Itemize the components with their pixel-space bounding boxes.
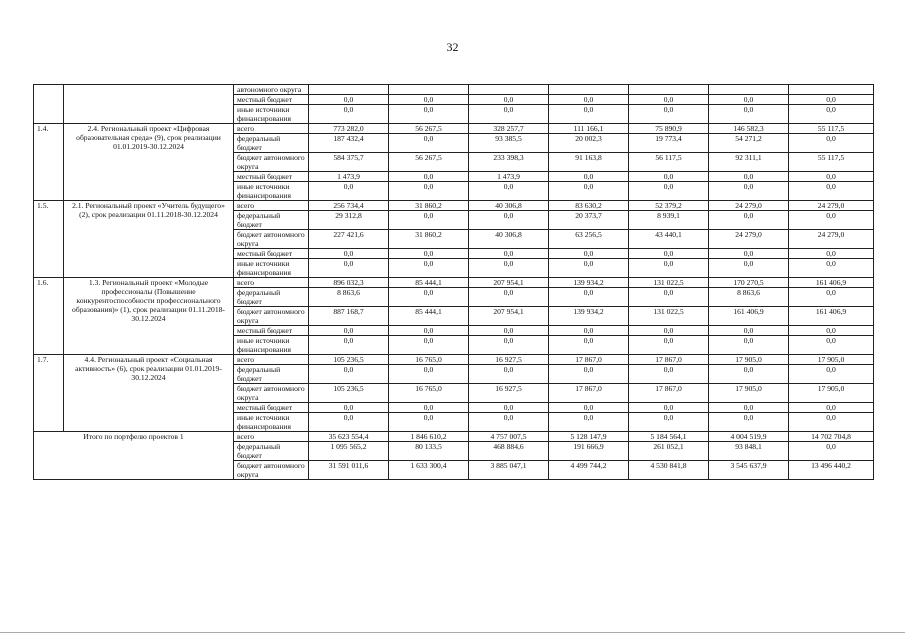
amount-cell: 0,0 bbox=[709, 95, 789, 105]
amount-cell: 111 166,1 bbox=[549, 124, 629, 134]
amount-cell: 0,0 bbox=[709, 105, 789, 124]
amount-cell: 0,0 bbox=[309, 249, 389, 259]
amount-cell: 17 905,0 bbox=[789, 384, 874, 403]
amount-cell: 0,0 bbox=[789, 336, 874, 355]
amount-cell: 0,0 bbox=[389, 134, 469, 153]
amount-cell: 83 630,2 bbox=[549, 201, 629, 211]
table-row bbox=[34, 355, 874, 365]
amount-cell: 0,0 bbox=[629, 182, 709, 201]
amount-cell: 227 421,6 bbox=[309, 230, 389, 249]
amount-cell: 0,0 bbox=[709, 172, 789, 182]
amount-cell: 63 256,5 bbox=[549, 230, 629, 249]
amount-cell: 0,0 bbox=[629, 249, 709, 259]
amount-cell: 91 163,8 bbox=[549, 153, 629, 172]
amount-cell: 0,0 bbox=[309, 365, 389, 384]
amount-cell: 0,0 bbox=[549, 105, 629, 124]
amount-cell: 0,0 bbox=[469, 182, 549, 201]
funding-source: местный бюджет bbox=[234, 403, 309, 413]
funding-source: федеральный бюджет bbox=[234, 288, 309, 307]
amount-cell bbox=[309, 85, 389, 95]
amount-cell: 0,0 bbox=[789, 211, 874, 230]
amount-cell: 0,0 bbox=[549, 326, 629, 336]
amount-cell: 4 499 744,2 bbox=[549, 461, 629, 480]
amount-cell: 0,0 bbox=[549, 95, 629, 105]
amount-cell: 5 184 564,1 bbox=[629, 432, 709, 442]
amount-cell: 0,0 bbox=[389, 211, 469, 230]
funding-source: всего bbox=[234, 355, 309, 365]
amount-cell: 0,0 bbox=[789, 326, 874, 336]
amount-cell: 131 022,5 bbox=[629, 278, 709, 288]
amount-cell: 0,0 bbox=[469, 211, 549, 230]
amount-cell: 14 702 704,8 bbox=[789, 432, 874, 442]
amount-cell: 56 267,5 bbox=[389, 124, 469, 134]
amount-cell bbox=[629, 85, 709, 95]
amount-cell: 773 282,0 bbox=[309, 124, 389, 134]
amount-cell: 0,0 bbox=[549, 182, 629, 201]
amount-cell: 80 133,5 bbox=[389, 442, 469, 461]
amount-cell: 8 939,1 bbox=[629, 211, 709, 230]
amount-cell: 75 890,9 bbox=[629, 124, 709, 134]
amount-cell: 0,0 bbox=[389, 288, 469, 307]
amount-cell: 0,0 bbox=[549, 413, 629, 432]
amount-cell: 0,0 bbox=[549, 336, 629, 355]
amount-cell: 20 373,7 bbox=[549, 211, 629, 230]
amount-cell: 0,0 bbox=[629, 172, 709, 182]
funding-source: всего bbox=[234, 201, 309, 211]
total-label: Итого по портфелю проектов 1 bbox=[34, 432, 234, 480]
project-name: 2.1. Региональный проект «Учитель будущего» (2), срок реализации 01.11.2018-30.12.2024 bbox=[64, 201, 234, 278]
amount-cell: 56 117,5 bbox=[629, 153, 709, 172]
amount-cell: 93 848,1 bbox=[709, 442, 789, 461]
amount-cell: 0,0 bbox=[309, 336, 389, 355]
table-row bbox=[34, 201, 874, 211]
amount-cell: 17 867,0 bbox=[629, 384, 709, 403]
funding-source: местный бюджет bbox=[234, 95, 309, 105]
amount-cell: 0,0 bbox=[309, 326, 389, 336]
project-name: 2.4. Региональный проект «Цифровая образовательная среда» (9), срок реализации 01.01.2019-30.12.2024 bbox=[64, 124, 234, 201]
funding-source: федеральный бюджет bbox=[234, 442, 309, 461]
amount-cell: 0,0 bbox=[469, 326, 549, 336]
amount-cell: 0,0 bbox=[709, 259, 789, 278]
amount-cell: 17 905,0 bbox=[789, 355, 874, 365]
row-index bbox=[34, 85, 64, 124]
amount-cell: 0,0 bbox=[709, 182, 789, 201]
amount-cell: 0,0 bbox=[709, 336, 789, 355]
funding-source: иные источники финансирования bbox=[234, 336, 309, 355]
amount-cell: 584 375,7 bbox=[309, 153, 389, 172]
amount-cell: 0,0 bbox=[789, 403, 874, 413]
amount-cell: 43 440,1 bbox=[629, 230, 709, 249]
funding-source: автономного округа bbox=[234, 85, 309, 95]
amount-cell: 0,0 bbox=[389, 249, 469, 259]
amount-cell: 170 270,5 bbox=[709, 278, 789, 288]
amount-cell: 896 032,3 bbox=[309, 278, 389, 288]
amount-cell: 105 236,5 bbox=[309, 355, 389, 365]
amount-cell: 0,0 bbox=[549, 259, 629, 278]
amount-cell: 131 022,5 bbox=[629, 307, 709, 326]
amount-cell: 0,0 bbox=[389, 172, 469, 182]
amount-cell: 1 473,9 bbox=[469, 172, 549, 182]
amount-cell: 161 406,9 bbox=[789, 307, 874, 326]
amount-cell: 0,0 bbox=[469, 259, 549, 278]
row-index: 1.5. bbox=[34, 201, 64, 278]
amount-cell: 17 905,0 bbox=[709, 355, 789, 365]
amount-cell: 0,0 bbox=[309, 413, 389, 432]
amount-cell: 161 406,9 bbox=[789, 278, 874, 288]
amount-cell: 0,0 bbox=[389, 182, 469, 201]
amount-cell: 0,0 bbox=[549, 365, 629, 384]
amount-cell: 0,0 bbox=[629, 413, 709, 432]
amount-cell: 0,0 bbox=[629, 105, 709, 124]
amount-cell: 0,0 bbox=[549, 172, 629, 182]
budget-table bbox=[33, 84, 874, 480]
amount-cell bbox=[389, 85, 469, 95]
amount-cell: 0,0 bbox=[469, 413, 549, 432]
amount-cell: 0,0 bbox=[389, 413, 469, 432]
amount-cell: 16 765,0 bbox=[389, 355, 469, 365]
funding-source: бюджет автономного округа bbox=[234, 153, 309, 172]
amount-cell: 468 884,6 bbox=[469, 442, 549, 461]
amount-cell: 161 406,9 bbox=[709, 307, 789, 326]
amount-cell: 0,0 bbox=[789, 288, 874, 307]
funding-source: всего bbox=[234, 124, 309, 134]
row-index: 1.4. bbox=[34, 124, 64, 201]
amount-cell: 0,0 bbox=[309, 95, 389, 105]
amount-cell: 4 757 007,5 bbox=[469, 432, 549, 442]
funding-source: местный бюджет bbox=[234, 172, 309, 182]
amount-cell: 0,0 bbox=[469, 105, 549, 124]
amount-cell: 0,0 bbox=[789, 134, 874, 153]
amount-cell: 4 004 519,9 bbox=[709, 432, 789, 442]
amount-cell: 0,0 bbox=[309, 403, 389, 413]
amount-cell: 16 765,0 bbox=[389, 384, 469, 403]
amount-cell: 0,0 bbox=[789, 365, 874, 384]
page-number: 32 bbox=[446, 40, 459, 54]
amount-cell: 56 267,5 bbox=[389, 153, 469, 172]
amount-cell: 256 734,4 bbox=[309, 201, 389, 211]
amount-cell: 0,0 bbox=[709, 249, 789, 259]
amount-cell: 31 591 011,6 bbox=[309, 461, 389, 480]
amount-cell: 93 385,5 bbox=[469, 134, 549, 153]
amount-cell: 0,0 bbox=[549, 249, 629, 259]
table-row bbox=[34, 124, 874, 134]
row-index: 1.7. bbox=[34, 355, 64, 432]
funding-source: иные источники финансирования bbox=[234, 182, 309, 201]
amount-cell: 24 279,0 bbox=[709, 230, 789, 249]
amount-cell: 40 306,8 bbox=[469, 230, 549, 249]
funding-source: федеральный бюджет bbox=[234, 134, 309, 153]
amount-cell: 0,0 bbox=[309, 182, 389, 201]
amount-cell: 85 444,1 bbox=[389, 307, 469, 326]
amount-cell: 24 279,0 bbox=[789, 230, 874, 249]
project-name bbox=[64, 85, 234, 124]
funding-source: всего bbox=[234, 432, 309, 442]
amount-cell: 29 312,8 bbox=[309, 211, 389, 230]
amount-cell: 1 095 565,2 bbox=[309, 442, 389, 461]
amount-cell: 0,0 bbox=[629, 95, 709, 105]
amount-cell: 0,0 bbox=[389, 336, 469, 355]
amount-cell: 0,0 bbox=[629, 365, 709, 384]
amount-cell bbox=[709, 85, 789, 95]
amount-cell: 139 934,2 bbox=[549, 307, 629, 326]
table-row bbox=[34, 432, 874, 442]
amount-cell: 0,0 bbox=[629, 259, 709, 278]
amount-cell: 17 867,0 bbox=[549, 384, 629, 403]
amount-cell: 0,0 bbox=[709, 403, 789, 413]
amount-cell: 40 306,8 bbox=[469, 201, 549, 211]
amount-cell: 31 860,2 bbox=[389, 201, 469, 211]
amount-cell: 0,0 bbox=[629, 336, 709, 355]
amount-cell bbox=[789, 85, 874, 95]
amount-cell: 0,0 bbox=[469, 336, 549, 355]
amount-cell: 328 257,7 bbox=[469, 124, 549, 134]
amount-cell: 3 545 637,9 bbox=[709, 461, 789, 480]
amount-cell: 0,0 bbox=[389, 365, 469, 384]
amount-cell: 261 052,1 bbox=[629, 442, 709, 461]
amount-cell: 16 927,5 bbox=[469, 384, 549, 403]
amount-cell: 187 432,4 bbox=[309, 134, 389, 153]
amount-cell: 0,0 bbox=[549, 288, 629, 307]
amount-cell: 31 860,2 bbox=[389, 230, 469, 249]
amount-cell: 0,0 bbox=[789, 182, 874, 201]
amount-cell: 0,0 bbox=[789, 172, 874, 182]
amount-cell: 5 128 147,9 bbox=[549, 432, 629, 442]
amount-cell: 0,0 bbox=[389, 326, 469, 336]
amount-cell: 85 444,1 bbox=[389, 278, 469, 288]
amount-cell: 207 954,1 bbox=[469, 278, 549, 288]
funding-source: федеральный бюджет bbox=[234, 365, 309, 384]
amount-cell: 233 398,3 bbox=[469, 153, 549, 172]
amount-cell: 24 279,0 bbox=[789, 201, 874, 211]
funding-source: местный бюджет bbox=[234, 326, 309, 336]
project-name: 1.3. Региональный проект «Молодые профессионалы (Повышение конкурентоспособности профессионального образования)» (1), срок реализации 01.11.2018-30.12.2024 bbox=[64, 278, 234, 355]
amount-cell bbox=[549, 85, 629, 95]
amount-cell: 19 773,4 bbox=[629, 134, 709, 153]
amount-cell: 0,0 bbox=[469, 249, 549, 259]
funding-source: иные источники финансирования bbox=[234, 413, 309, 432]
amount-cell: 0,0 bbox=[709, 326, 789, 336]
funding-source: иные источники финансирования bbox=[234, 105, 309, 124]
funding-source: местный бюджет bbox=[234, 249, 309, 259]
amount-cell: 17 905,0 bbox=[709, 384, 789, 403]
amount-cell: 0,0 bbox=[389, 95, 469, 105]
funding-source: всего bbox=[234, 278, 309, 288]
scan-edge-line bbox=[0, 632, 905, 633]
amount-cell: 887 168,7 bbox=[309, 307, 389, 326]
amount-cell: 8 863,6 bbox=[709, 288, 789, 307]
amount-cell: 17 867,0 bbox=[629, 355, 709, 365]
amount-cell: 16 927,5 bbox=[469, 355, 549, 365]
amount-cell: 0,0 bbox=[309, 105, 389, 124]
amount-cell: 191 666,9 bbox=[549, 442, 629, 461]
amount-cell: 0,0 bbox=[629, 288, 709, 307]
amount-cell: 146 582,3 bbox=[709, 124, 789, 134]
amount-cell: 8 863,6 bbox=[309, 288, 389, 307]
amount-cell: 0,0 bbox=[709, 413, 789, 432]
amount-cell: 0,0 bbox=[789, 259, 874, 278]
project-name: 4.4. Региональный проект «Социальная активность» (6), срок реализации 01.01.2019-30.12.2024 bbox=[64, 355, 234, 432]
table-row bbox=[34, 278, 874, 288]
amount-cell: 1 473,9 bbox=[309, 172, 389, 182]
amount-cell: 54 271,2 bbox=[709, 134, 789, 153]
amount-cell: 0,0 bbox=[469, 288, 549, 307]
amount-cell: 55 117,5 bbox=[789, 124, 874, 134]
amount-cell: 55 117,5 bbox=[789, 153, 874, 172]
amount-cell: 92 311,1 bbox=[709, 153, 789, 172]
table-row bbox=[34, 85, 874, 95]
amount-cell: 13 496 440,2 bbox=[789, 461, 874, 480]
amount-cell: 0,0 bbox=[709, 211, 789, 230]
amount-cell: 35 623 554,4 bbox=[309, 432, 389, 442]
funding-source: бюджет автономного округа bbox=[234, 230, 309, 249]
amount-cell: 0,0 bbox=[389, 259, 469, 278]
amount-cell: 52 379,2 bbox=[629, 201, 709, 211]
amount-cell: 0,0 bbox=[789, 105, 874, 124]
amount-cell: 0,0 bbox=[469, 95, 549, 105]
amount-cell: 0,0 bbox=[549, 403, 629, 413]
amount-cell: 0,0 bbox=[629, 403, 709, 413]
amount-cell: 0,0 bbox=[789, 95, 874, 105]
amount-cell: 0,0 bbox=[309, 259, 389, 278]
amount-cell: 17 867,0 bbox=[549, 355, 629, 365]
amount-cell: 1 633 300,4 bbox=[389, 461, 469, 480]
amount-cell bbox=[469, 85, 549, 95]
funding-source: бюджет автономного округа bbox=[234, 461, 309, 480]
amount-cell: 1 846 610,2 bbox=[389, 432, 469, 442]
amount-cell: 0,0 bbox=[709, 365, 789, 384]
amount-cell: 0,0 bbox=[629, 326, 709, 336]
amount-cell: 0,0 bbox=[469, 403, 549, 413]
amount-cell: 0,0 bbox=[389, 105, 469, 124]
amount-cell: 20 002,3 bbox=[549, 134, 629, 153]
amount-cell: 105 236,5 bbox=[309, 384, 389, 403]
funding-source: бюджет автономного округа bbox=[234, 384, 309, 403]
amount-cell: 0,0 bbox=[789, 413, 874, 432]
amount-cell: 24 279,0 bbox=[709, 201, 789, 211]
amount-cell: 4 530 841,8 bbox=[629, 461, 709, 480]
funding-source: федеральный бюджет bbox=[234, 211, 309, 230]
amount-cell: 0,0 bbox=[789, 442, 874, 461]
funding-source: бюджет автономного округа bbox=[234, 307, 309, 326]
amount-cell: 3 885 047,1 bbox=[469, 461, 549, 480]
amount-cell: 0,0 bbox=[389, 403, 469, 413]
amount-cell: 207 954,1 bbox=[469, 307, 549, 326]
amount-cell: 139 934,2 bbox=[549, 278, 629, 288]
amount-cell: 0,0 bbox=[469, 365, 549, 384]
funding-source: иные источники финансирования bbox=[234, 259, 309, 278]
amount-cell: 0,0 bbox=[789, 249, 874, 259]
row-index: 1.6. bbox=[34, 278, 64, 355]
